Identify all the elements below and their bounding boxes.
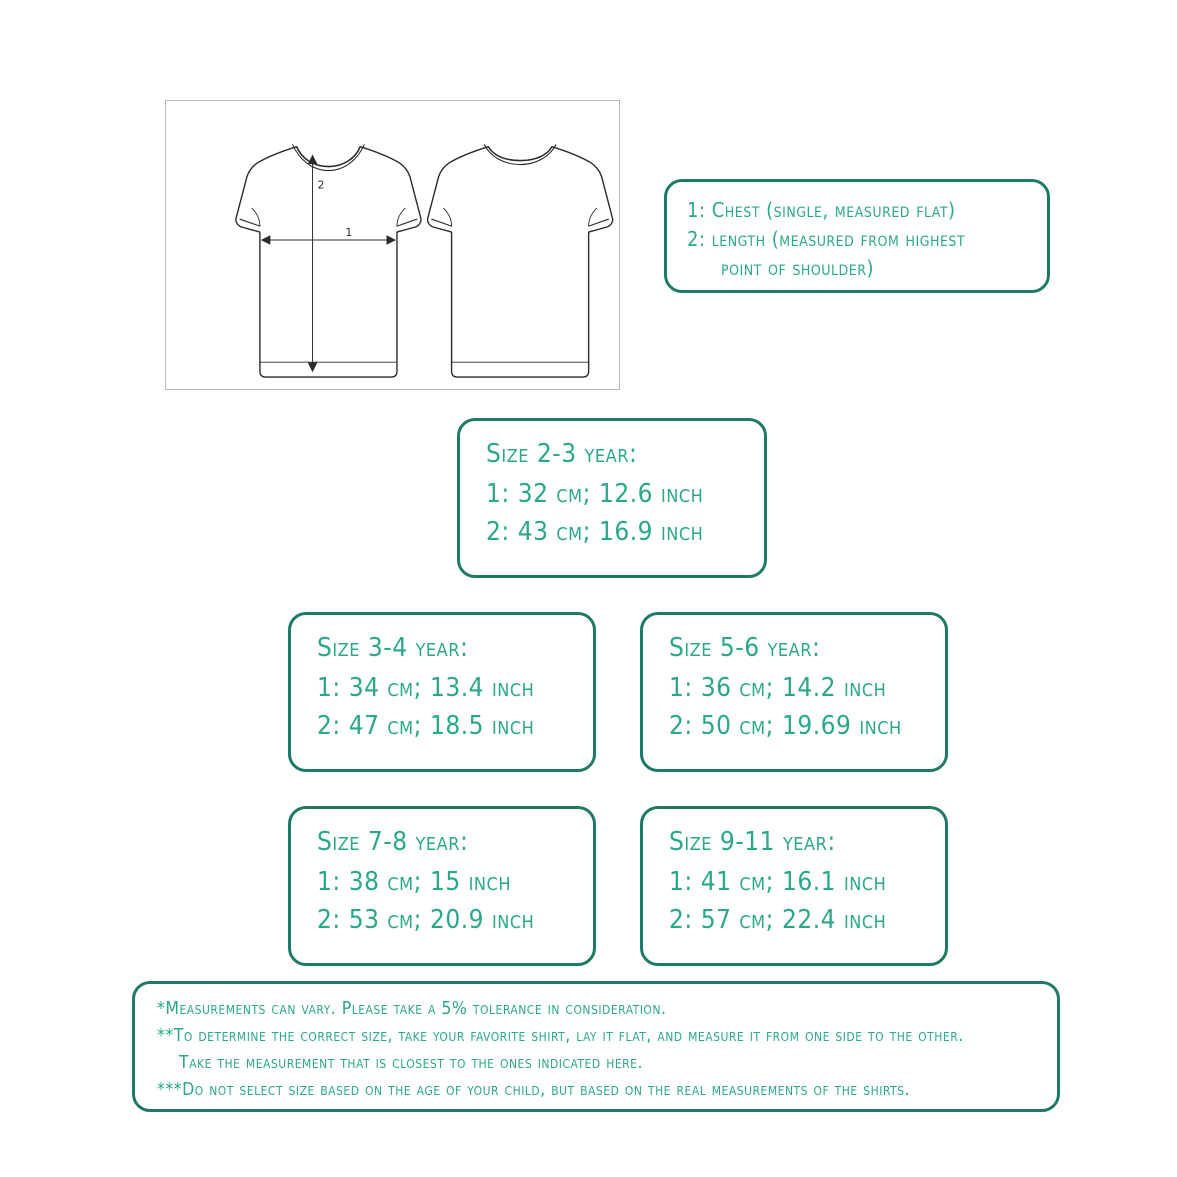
legend-box [664, 179, 1050, 293]
notes-box [132, 981, 1060, 1112]
size-title: Size 3-4 year: [317, 633, 469, 663]
size-title: Size 2-3 year: [486, 439, 638, 469]
size-length: 2: 53 cm; 20.9 inch [317, 905, 535, 935]
size-box-9-11-year [640, 806, 948, 966]
note-line-2b: Take the measurement that is closest to the ones indicated here. [179, 1053, 643, 1073]
size-box-2-3-year [457, 418, 767, 578]
size-chest: 1: 32 cm; 12.6 inch [486, 479, 704, 509]
legend-line-1: 1: Chest (single, measured flat) [687, 198, 956, 222]
garment-drawing-panel [165, 100, 620, 390]
size-box-5-6-year [640, 612, 948, 772]
size-length: 2: 50 cm; 19.69 inch [669, 711, 902, 741]
note-line-1: *Measurements can vary. Please take a 5% tolerance in consideration. [157, 999, 667, 1019]
size-box-3-4-year [288, 612, 596, 772]
size-length: 2: 57 cm; 22.4 inch [669, 905, 887, 935]
size-title: Size 9-11 year: [669, 827, 836, 857]
size-chest: 1: 34 cm; 13.4 inch [317, 673, 535, 703]
size-box-7-8-year [288, 806, 596, 966]
legend-line-2: 2: length (measured from highest [687, 227, 966, 251]
size-chest: 1: 41 cm; 16.1 inch [669, 867, 887, 897]
size-chest: 1: 38 cm; 15 inch [317, 867, 512, 897]
size-chest: 1: 36 cm; 14.2 inch [669, 673, 887, 703]
size-length: 2: 43 cm; 16.9 inch [486, 517, 704, 547]
size-title: Size 5-6 year: [669, 633, 821, 663]
size-length: 2: 47 cm; 18.5 inch [317, 711, 535, 741]
callout-chest-label: 1 [345, 226, 353, 240]
note-line-2: **To determine the correct size, take your favorite shirt, lay it flat, and measure it from one side to the other. [157, 1026, 964, 1046]
legend-line-3: point of shoulder) [721, 256, 874, 280]
note-line-3: ***Do not select size based on the age of your child, but based on the real measurements of the shirts. [157, 1080, 910, 1100]
callout-length-label: 2 [317, 178, 325, 192]
tshirt-diagram [166, 101, 619, 389]
size-title: Size 7-8 year: [317, 827, 469, 857]
